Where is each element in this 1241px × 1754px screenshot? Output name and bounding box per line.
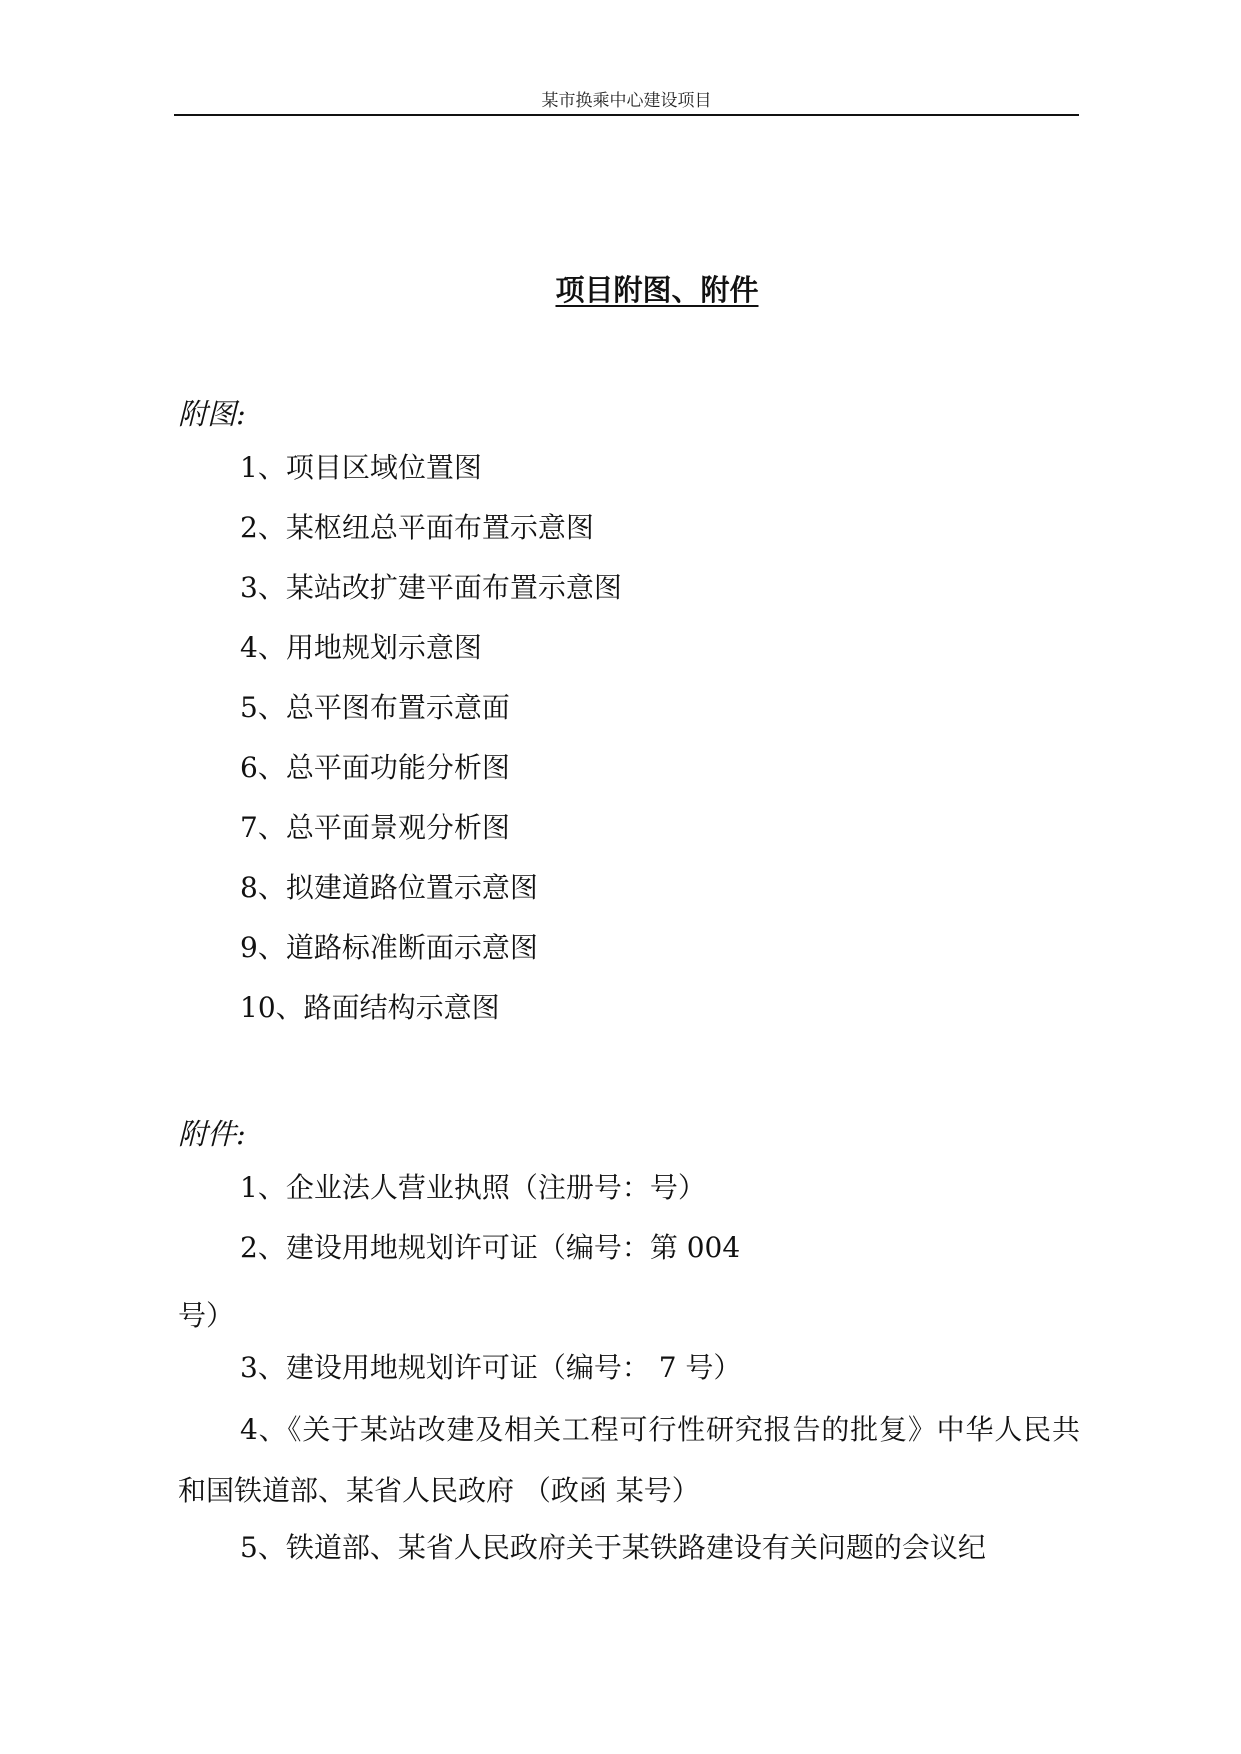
figure-item-9: 9、道路标准断面示意图 (240, 931, 538, 964)
figure-item-8: 8、拟建道路位置示意图 (240, 871, 538, 904)
attachment-item-2: 2、建设用地规划许可证（编号：第 004 (240, 1231, 741, 1264)
figure-item-10: 10、路面结构示意图 (240, 991, 500, 1024)
attachment-item-5: 5、铁道部、某省人民政府关于某铁路建设有关问题的会议纪 (240, 1531, 986, 1564)
attachments-heading: 附件: (178, 1117, 246, 1151)
page-title-text: 项目附图、附件 (555, 273, 759, 307)
figure-item-1: 1、项目区域位置图 (240, 451, 482, 484)
header-rule (174, 114, 1079, 116)
figure-item-4: 4、用地规划示意图 (240, 631, 482, 664)
figures-heading: 附图: (178, 397, 246, 431)
page-header: 某市换乘中心建设项目 (541, 91, 712, 111)
attachment-item-2-continued: 号） (178, 1299, 235, 1332)
figure-item-2: 2、某枢纽总平面布置示意图 (240, 511, 594, 544)
figure-item-3: 3、某站改扩建平面布置示意图 (240, 571, 622, 604)
attachment-item-1: 1、企业法人营业执照（注册号：号） (240, 1171, 706, 1204)
attachment-item-3: 3、建设用地规划许可证（编号： 7 号） (240, 1351, 742, 1384)
page-title (174, 268, 1140, 309)
figure-item-7: 7、总平面景观分析图 (240, 811, 510, 844)
figure-item-6: 6、总平面功能分析图 (240, 751, 510, 784)
figure-item-5: 5、总平图布置示意面 (240, 691, 510, 724)
attachment-item-4: 4、《关于某站改建及相关工程可行性研究报告的批复》中华人民共和国铁道部、某省人民政府 （政函 某号） (178, 1413, 1080, 1507)
